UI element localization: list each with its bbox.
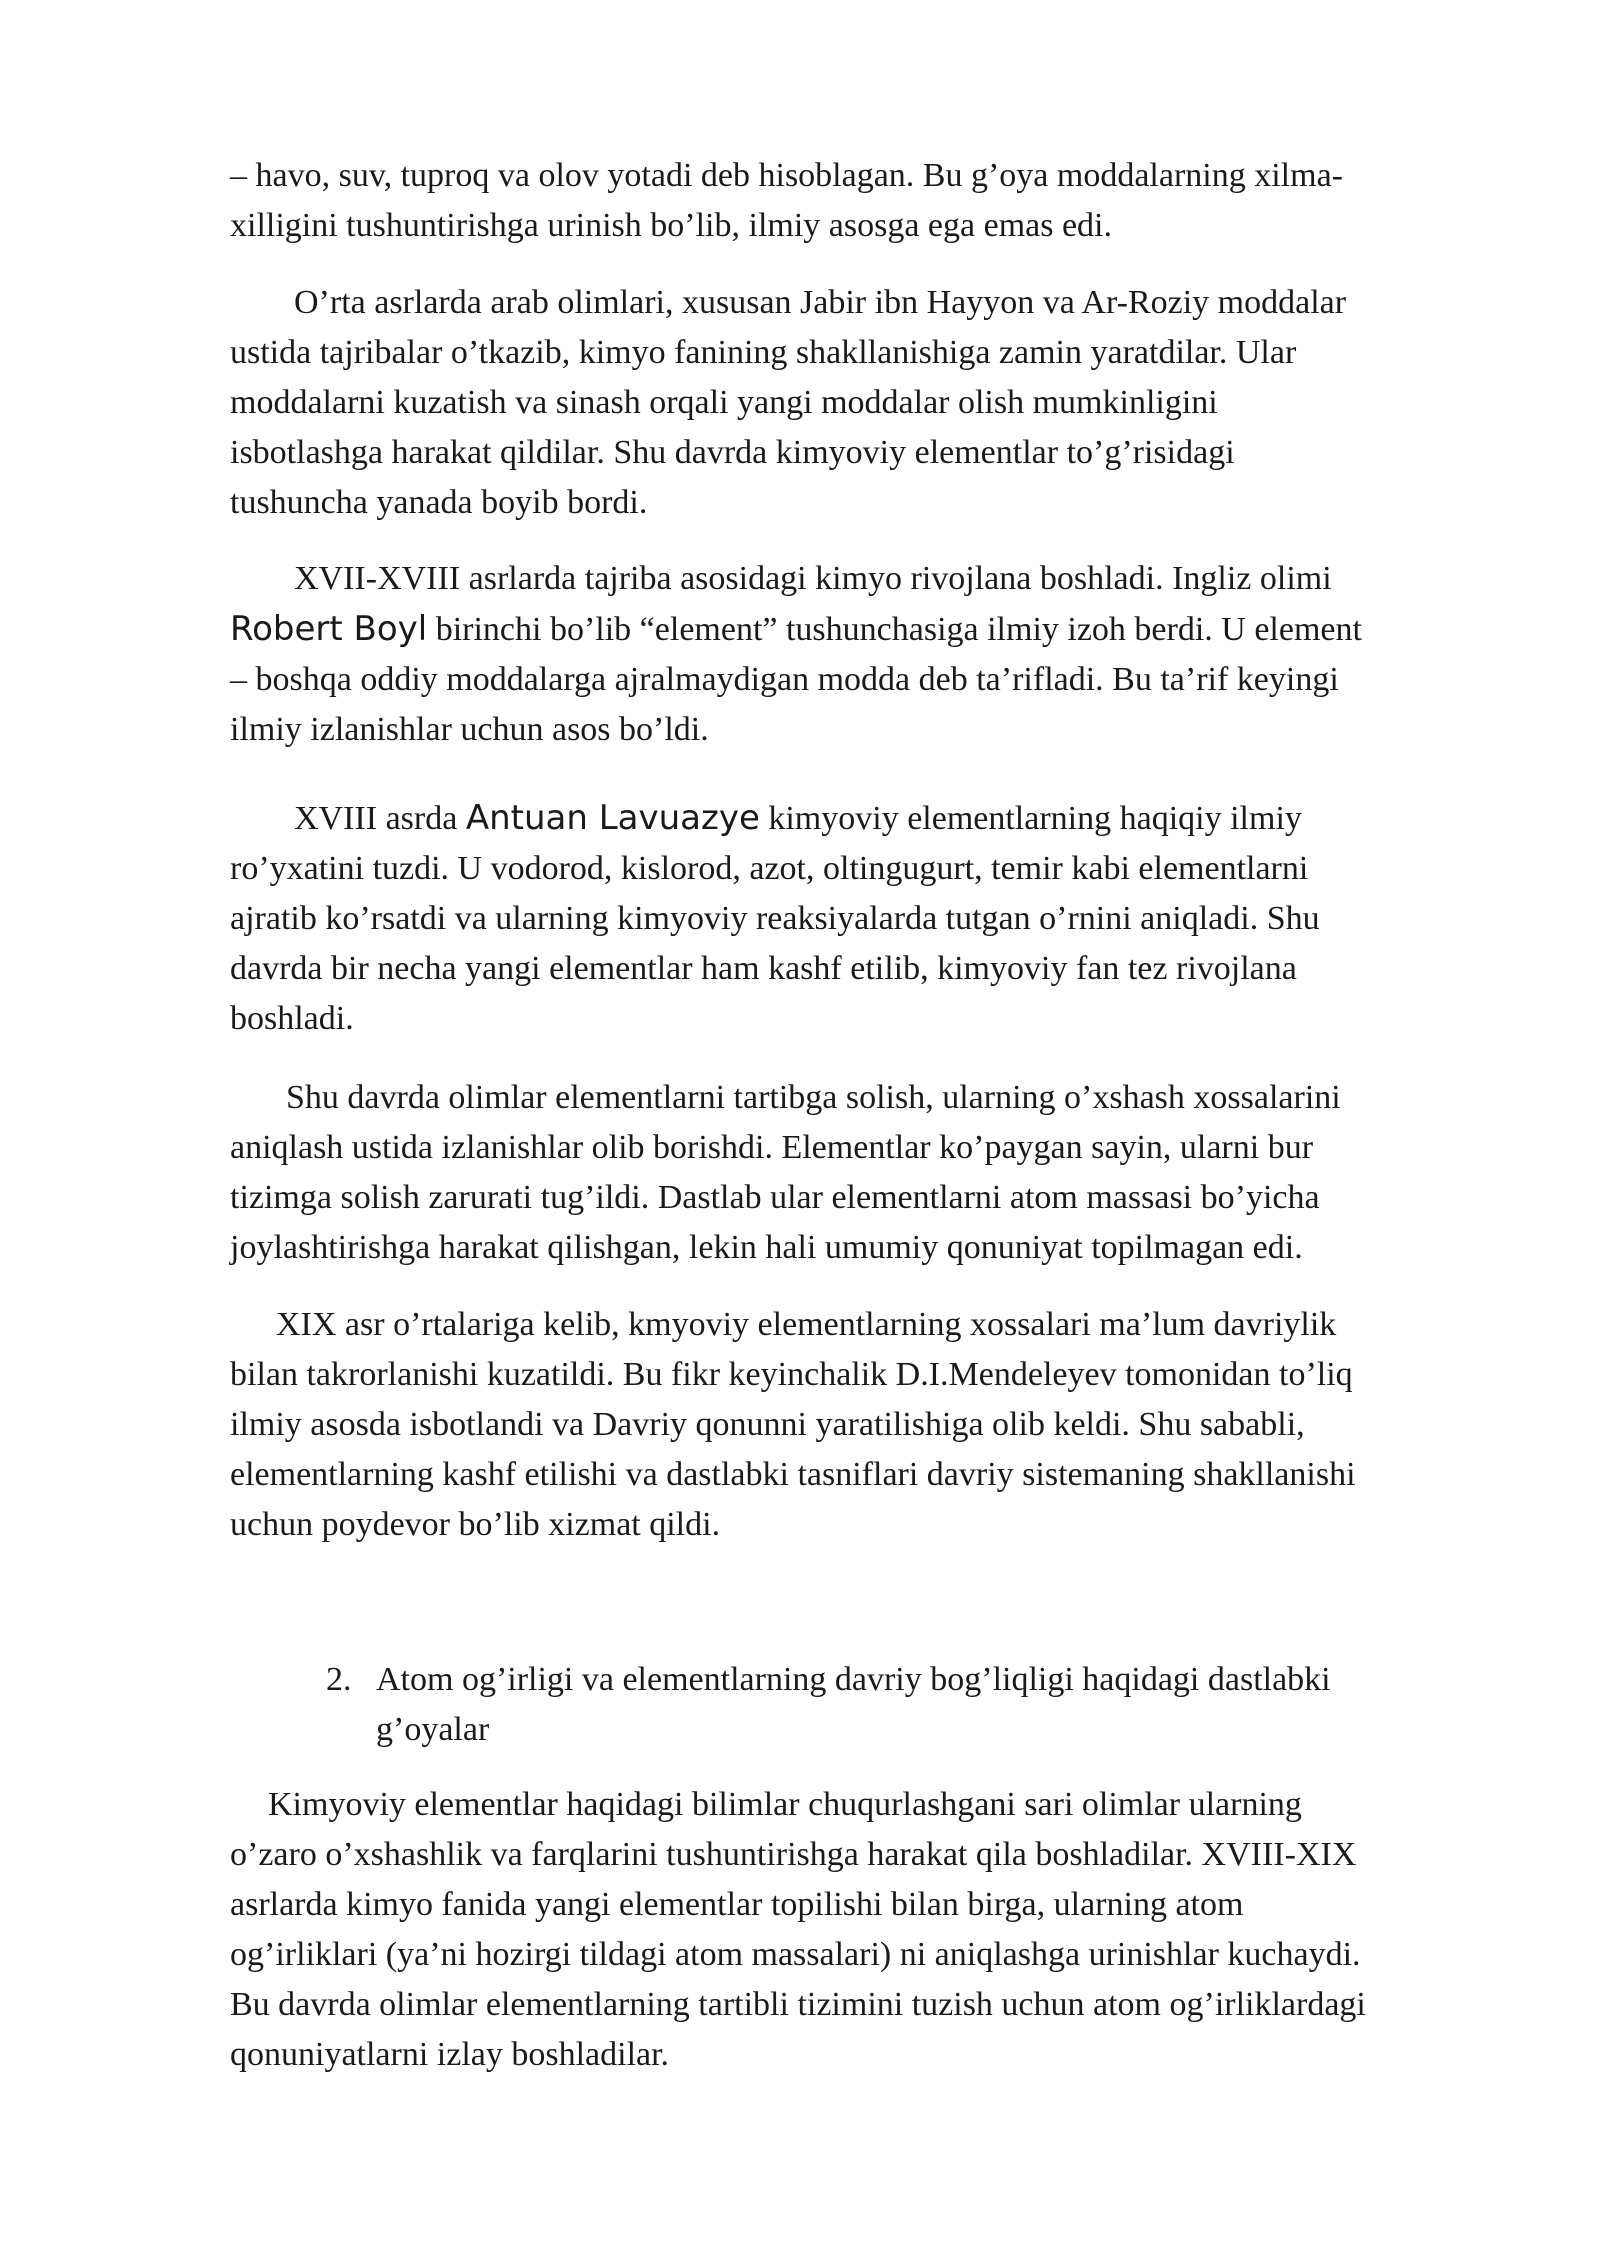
p4-line-1-start: XVIII asrda xyxy=(294,800,466,837)
person-name-robert-boyl: Robert Boyl xyxy=(230,609,428,649)
p2-line-2: ustida tajribalar o’tkazib, kimyo fanining shakllanishiga zamin yaratdilar. Ular xyxy=(230,334,1297,371)
section-title-line-1: Atom og’irligi va elementlarning davriy bog’liqligi haqidagi dastlabki xyxy=(376,1661,1331,1698)
p7-line-6: qonuniyatlarni izlay boshladilar. xyxy=(230,2036,670,2073)
person-name-antuan-lavuazye: Antuan Lavuazye xyxy=(465,798,760,838)
p3-line-1: XVII-XVIII asrlarda tajriba asosidagi kimyo rivojlana boshladi. Ingliz olimi xyxy=(294,560,1332,597)
p4-line-2: ro’yxatini tuzdi. U vodorod, kislorod, azot, oltingugurt, temir kabi elementlarni xyxy=(230,850,1309,887)
paragraph-1 xyxy=(230,151,1500,251)
p6-line-4: elementlarning kashf etilishi va dastlabki tasniflari davriy sistemaning shakllanishi xyxy=(230,1456,1356,1493)
paragraph-5 xyxy=(230,1073,1500,1273)
p4-line-3: ajratib ko’rsatdi va ularning kimyoviy reaksiyalarda tutgan o’rnini aniqladi. Shu xyxy=(230,900,1320,937)
p2-line-4: isbotlashga harakat qildilar. Shu davrda kimyoviy elementlar to’g’risidagi xyxy=(230,434,1235,471)
p4-line-4: davrda bir necha yangi elementlar ham kashf etilib, kimyoviy fan tez rivojlana xyxy=(230,950,1297,987)
p2-line-5: tushuncha yanada boyib bordi. xyxy=(230,484,648,521)
paragraph-4 xyxy=(230,793,1500,1044)
p3-line-2 xyxy=(230,604,1500,655)
section-title xyxy=(376,1655,1506,1755)
section-heading-2 xyxy=(326,1655,1506,1755)
p4-line-1-rest: kimyoviy elementlarning haqiqiy ilmiy xyxy=(759,800,1302,837)
p6-line-5: uchun poydevor bo’lib xizmat qildi. xyxy=(230,1506,721,1543)
p7-line-2: o’zaro o’xshashlik va farqlarini tushuntirishga harakat qila boshladilar. XVIII-XIX xyxy=(230,1836,1357,1873)
p6-line-2: bilan takrorlanishi kuzatildi. Bu fikr keyinchalik D.I.Mendeleyev tomonidan to’liq xyxy=(230,1356,1353,1393)
paragraph-7 xyxy=(230,1780,1500,2080)
p7-line-3: asrlarda kimyo fanida yangi elementlar topilishi bilan birga, ularning atom xyxy=(230,1886,1244,1923)
section-number: 2. xyxy=(326,1661,352,1698)
p7-line-5: Bu davrda olimlar elementlarning tartibli tizimini tuzish uchun atom og’irliklardagi xyxy=(230,1986,1366,2023)
paragraph-2 xyxy=(230,278,1500,528)
p5-line-2: aniqlash ustida izlanishlar olib borishdi. Elementlar ko’paygan sayin, ularni bur xyxy=(230,1129,1314,1166)
p6-line-1: XIX asr o’rtalariga kelib, kmyoviy elementlarning xossalari ma’lum davriylik xyxy=(276,1306,1337,1343)
p2-line-3: moddalarni kuzatish va sinash orqali yangi moddalar olish mumkinligini xyxy=(230,384,1218,421)
p3-line-4: ilmiy izlanishlar uchun asos bo’ldi. xyxy=(230,711,709,748)
p6-line-3: ilmiy asosda isbotlandi va Davriy qonunni yaratilishiga olib keldi. Shu sababli, xyxy=(230,1406,1305,1443)
p1-line-2: xilligini tushuntirishga urinish bo’lib, ilmiy asosga ega emas edi. xyxy=(230,207,1113,244)
section-title-line-2: g’oyalar xyxy=(376,1711,490,1748)
paragraph-3 xyxy=(230,554,1500,755)
p2-line-1: O’rta asrlarda arab olimlari, xususan Jabir ibn Hayyon va Ar-Roziy moddalar xyxy=(294,284,1347,321)
p5-line-3: tizimga solish zarurati tug’ildi. Dastlab ular elementlarni atom massasi bo’yicha xyxy=(230,1179,1320,1216)
p5-line-1: Shu davrda olimlar elementlarni tartibga solish, ularning o’xshash xossalarini xyxy=(286,1079,1341,1116)
p4-line-5: boshladi. xyxy=(230,1000,354,1037)
p4-line-1 xyxy=(230,793,1500,844)
paragraph-6 xyxy=(230,1300,1500,1550)
p3-line-3: – boshqa oddiy moddalarga ajralmaydigan modda deb ta’rifladi. Bu ta’rif keyingi xyxy=(230,661,1339,698)
p1-line-1: – havo, suv, tuproq va olov yotadi deb hisoblagan. Bu g’oya moddalarning xilma- xyxy=(230,157,1343,194)
p7-line-1: Kimyoviy elementlar haqidagi bilimlar chuqurlashgani sari olimlar ularning xyxy=(268,1786,1302,1823)
p5-line-4: joylashtirishga harakat qilishgan, lekin hali umumiy qonuniyat topilmagan edi. xyxy=(230,1229,1303,1266)
p7-line-4: og’irliklari (ya’ni hozirgi tildagi atom massalari) ni aniqlashga urinishlar kuchaydi. xyxy=(230,1936,1361,1973)
p3-line-2-rest: birinchi bo’lib “element” tushunchasiga ilmiy izoh berdi. U element xyxy=(427,611,1362,648)
